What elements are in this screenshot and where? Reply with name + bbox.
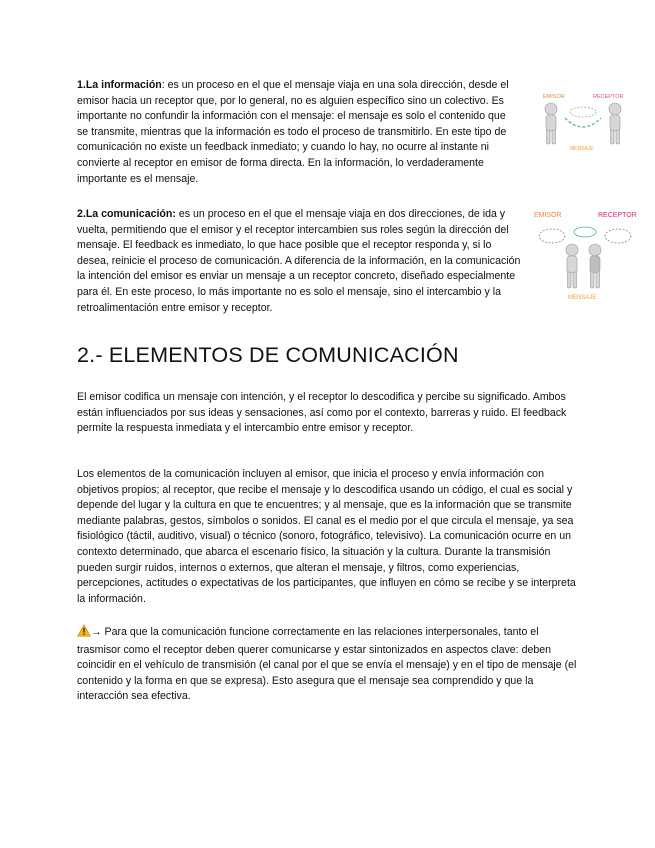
fig2-left-bubble <box>539 229 565 243</box>
information-illustration <box>533 88 633 154</box>
section-heading: 2.- ELEMENTOS DE COMUNICACIÓN <box>77 343 459 367</box>
warning-paragraph <box>77 624 581 705</box>
communication-illustration <box>532 206 638 302</box>
fig1-thought-bubble <box>570 107 596 117</box>
information-text: : es un proceso en el que el mensaje viaja en una sola dirección, desde el emisor hacia un receptor que, por lo general, no es alguien específico sino un colectivo. Es importante no confundir la información con el mensaje: el mensaje es solo el contenido que se transmite, mientras que la información es todo el proceso de transmitirlo. En este tipo de comunicación no existe un feedback inmediato; y cuando lo hay, no ocurre al instante ni convierte al receptor en emisor de forma directa. En la información, lo verdaderamente importante es el mensaje. <box>77 79 509 185</box>
fig1-receptor-figure <box>609 103 621 144</box>
fig2-center-bubble <box>574 227 596 237</box>
fig1-emisor-label: EMISOR <box>543 94 565 100</box>
communication-paragraph <box>77 207 523 316</box>
warning-text: Para que la comunicación funcione correctamente en las relaciones interpersonales, tanto el trasmisor como el receptor deben querer comunicarse y estar sintonizados en aspectos clave: deben coincidir en el vehículo de transmisión (el canal por el que se envía el mensaje) y en el tipo de mensaje (el contenido y la forma en que se expresa). Esto asegura que el mensaje sea comprendido y que la interacción sea efectiva. <box>77 626 577 703</box>
communication-text: es un proceso en el que el mensaje viaja en dos direcciones, de ida y vuelta, permitiendo que el emisor y el receptor intercambien sus roles según la dirección del mensaje. El feedback es inmediato, lo que hace posible que el receptor responda y, si lo desea, reinicie el proceso de comunicación. A diferencia de la información, en la comunicación la intención del emisor es enviar un mensaje a un receptor concreto, diseñado especialmente para él. En este proceso, lo más importante no es solo el mensaje, sino el intercambio y la retroalimentación entre emisor y receptor. <box>77 208 521 314</box>
communication-term: 2.La comunicación: <box>77 208 176 220</box>
fig2-emisor-label: EMISOR <box>534 212 562 219</box>
fig2-receptor-figure <box>589 244 601 288</box>
fig1-message-arrow <box>565 118 601 127</box>
elements-paragraph: Los elementos de la comunicación incluyen al emisor, que inicia el proceso y envía información con objetivos propios; al receptor, que recibe el mensaje y lo descodifica usando un código, el cual es social y depende del lugar y la cultura en que te encuentres; y al mensaje, que es la información que se transmite mediante palabras, gestos, símbolos o sonidos. El canal es el medio por el que circula el mensaje, ya sea fisiológico (táctil, auditivo, visual) o técnico (sonoro, fotográfico, televisivo). La comunicación ocurre en un contexto determinado, que abarca el escenario físico, la situación y la cultura. Durante la transmisión pueden surgir ruidos, internos o externos, que alteran el mensaje, y filtros, como experiencias, percepciones, actitudes o expectativas de los participantes, que influyen en cómo se recibe y se interpreta la información. <box>77 468 576 605</box>
fig2-mensaje-label: MENSAJE <box>568 295 597 301</box>
information-paragraph <box>77 78 517 187</box>
information-term: 1.La información <box>77 79 162 91</box>
fig2-receptor-label: RECEPTOR <box>598 212 637 219</box>
warning-icon <box>77 624 91 643</box>
fig1-emisor-figure <box>545 103 557 144</box>
encoding-paragraph: El emisor codifica un mensaje con intención, y el receptor lo descodifica y percibe su significado. Ambos están influenciados por sus ideas y sensaciones, así como por el contexto, barreras y ruido. El feedback permite la respuesta inmediata y el intercambio entre emisor y receptor. <box>77 391 567 435</box>
fig2-right-bubble <box>605 229 631 243</box>
fig2-emisor-figure <box>566 244 578 288</box>
fig1-receptor-label: RECEPTOR <box>593 94 624 100</box>
fig1-mensaje-label: MENSAJE <box>570 146 594 152</box>
arrow-symbol: → <box>91 626 102 638</box>
